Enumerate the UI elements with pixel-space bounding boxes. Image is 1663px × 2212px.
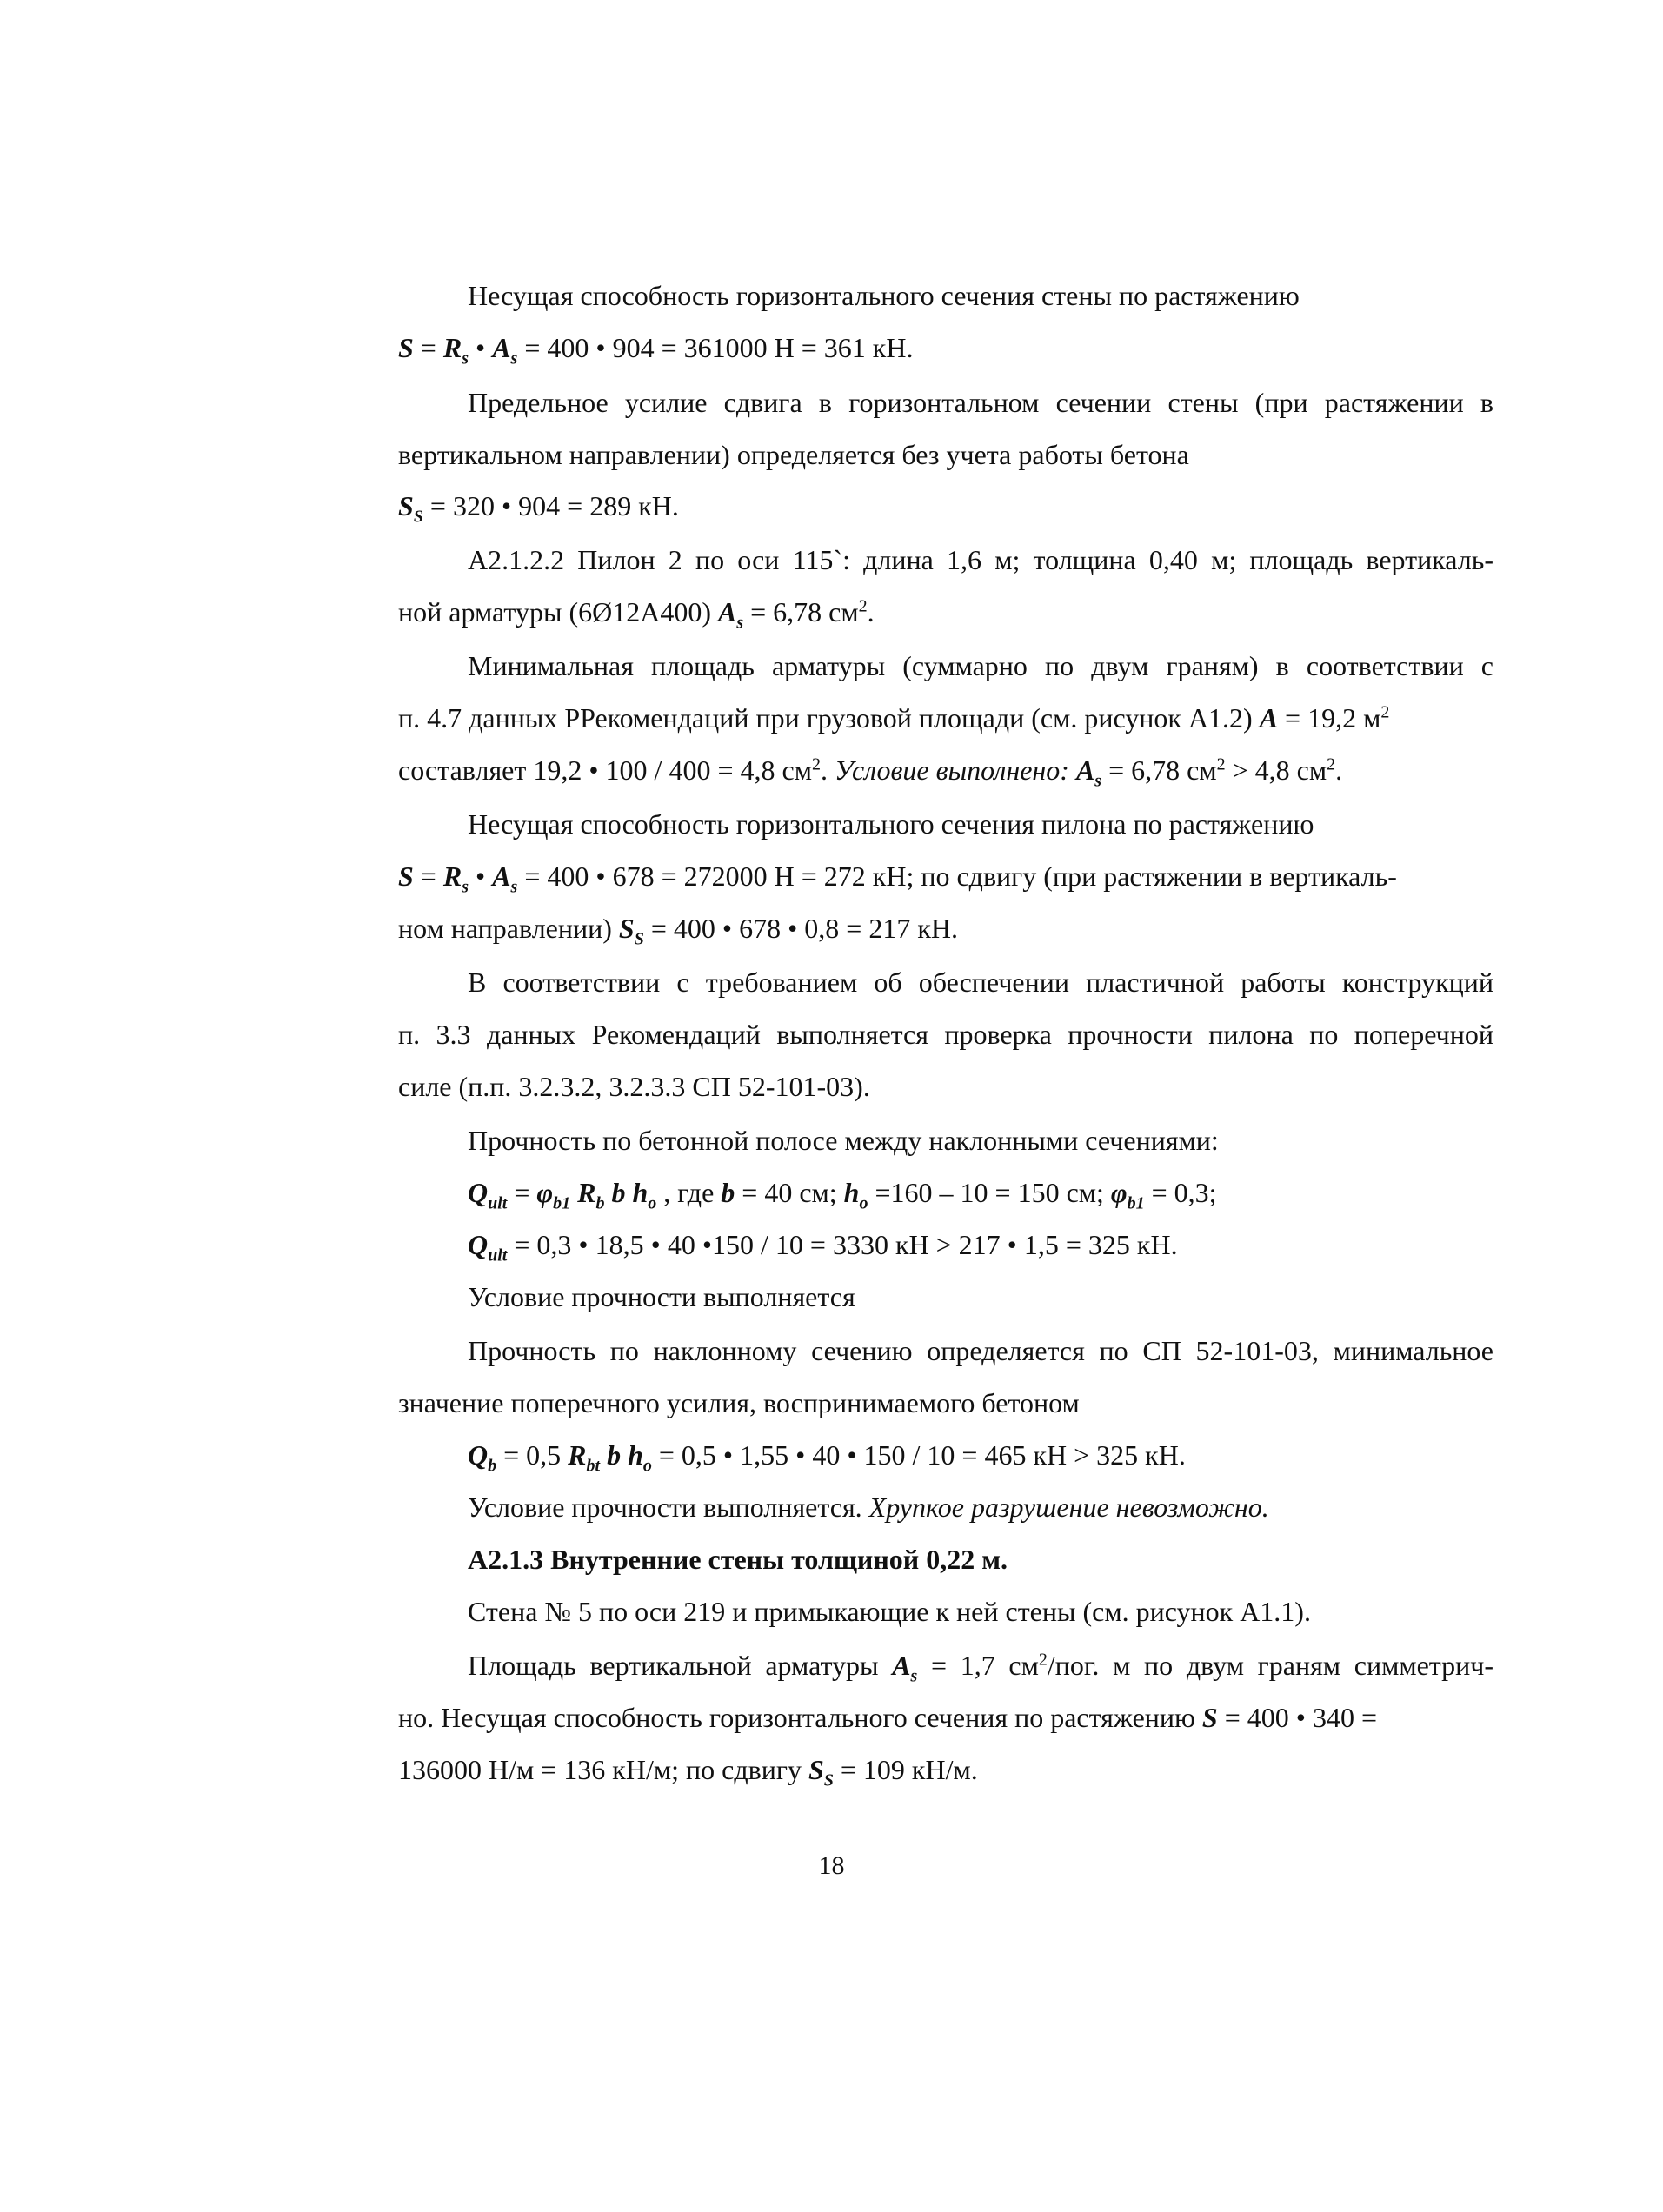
symbol: R [568, 1439, 587, 1471]
formula-line [468, 1438, 1563, 1476]
text: = 6,78 см [1101, 754, 1217, 786]
subscript: b1 [1127, 1193, 1145, 1213]
symbol: φ [1110, 1177, 1128, 1208]
text: =160 – 10 = 150 см; [868, 1177, 1111, 1208]
subscript: b1 [553, 1193, 571, 1213]
text-line: п. 3.3 данных Рекомендаций выполняется проверка прочности пилона по поперечной [398, 1019, 1493, 1050]
text-line: Предельное усилие сдвига в горизонтальном сечении стены (при растяжении в [468, 387, 1493, 418]
text: = 0,3; [1144, 1177, 1217, 1208]
symbol: A [492, 332, 511, 363]
text: = 400 • 904 = 361000 Н = 361 кН. [517, 332, 914, 363]
symbol: Q [468, 1439, 489, 1471]
text: = 0,3 • 18,5 • 40 •150 / 10 = 3330 кН > 217 • 1,5 = 325 кН. [507, 1229, 1178, 1260]
text: = 109 кН/м. [833, 1754, 978, 1785]
formula-line [398, 488, 1493, 527]
subscript: b [488, 1456, 497, 1476]
subscript: s [736, 613, 744, 633]
text: = 400 • 678 = 272000 Н = 272 кН; по сдвигу (при растяжении в вертикаль- [517, 860, 1397, 892]
text: ной арматуры (6Ø12А400) [398, 596, 718, 628]
text: = [413, 332, 443, 363]
symbol: S [618, 913, 635, 944]
subscript: s [462, 877, 469, 897]
text: , где [656, 1177, 722, 1208]
symbol: A [1259, 702, 1279, 734]
subscript: s [510, 877, 518, 897]
text-line: В соответствии с требованием об обеспечении пластичной работы конструкций [468, 967, 1493, 998]
text-line: вертикальном направлении) определяется без учета работы бетона [398, 439, 1189, 470]
text: но. Несущая способность горизонтального сечения по растяжению [398, 1702, 1202, 1733]
symbol: b h [600, 1439, 643, 1471]
text: = [507, 1177, 537, 1208]
subscript: S [634, 929, 644, 949]
text: 136000 Н/м = 136 кН/м; по сдвигу [398, 1754, 808, 1785]
formula-line [398, 701, 1493, 735]
text: . [1335, 754, 1343, 786]
text: /пог. м по двум граням симметрич- [1047, 1650, 1494, 1681]
subscript: S [413, 507, 423, 527]
text-line: Условие прочности выполняется [468, 1281, 855, 1312]
subscript: o [859, 1193, 868, 1213]
superscript: 2 [1327, 754, 1336, 774]
symbol: A [1075, 754, 1095, 786]
symbol: R [570, 1177, 596, 1208]
symbol: A [717, 596, 737, 628]
symbol: R [442, 332, 462, 363]
text-line: Несущая способность горизонтального сечения стены по растяжению [468, 280, 1300, 311]
symbol: Q [468, 1229, 489, 1260]
text: Условие выполнено: [834, 754, 1076, 786]
symbol: Q [468, 1177, 489, 1208]
text-line: Несущая способность горизонтального сечения пилона по растяжению [468, 808, 1314, 840]
symbol: φ [536, 1177, 554, 1208]
subscript: bt [586, 1456, 601, 1476]
symbol: S [398, 332, 414, 363]
subscript: s [1094, 771, 1102, 791]
text-line: силе (п.п. 3.2.3.2, 3.2.3.3 СП 52-101-03). [398, 1071, 870, 1102]
text: • [468, 860, 493, 892]
subscript: b [595, 1193, 605, 1213]
symbol: S [398, 490, 414, 521]
superscript: 2 [1380, 702, 1390, 722]
text: . [867, 596, 875, 628]
subscript: o [642, 1456, 652, 1476]
superscript: 2 [1216, 754, 1226, 774]
text: Хрупкое разрушение невозможно. [868, 1491, 1269, 1523]
page-number: 18 [818, 1851, 845, 1880]
text: = 400 • 678 • 0,8 = 217 кН. [643, 913, 958, 944]
formula-line [398, 911, 1493, 949]
text-line: Минимальная площадь арматуры (суммарно по двум граням) в соответствии с [468, 650, 1493, 681]
symbol: R [442, 860, 462, 892]
formula-line [398, 330, 1493, 369]
text: = 19,2 м [1278, 702, 1381, 734]
section-heading: А2.1.3 Внутренние стены толщиной 0,22 м. [468, 1544, 1008, 1575]
text: Условие прочности выполняется. [468, 1491, 869, 1523]
text: . [820, 754, 835, 786]
symbol: h [843, 1177, 860, 1208]
text: = 0,5 • 1,55 • 40 • 150 / 10 = 465 кН > 325 кН. [651, 1439, 1186, 1471]
formula-line [398, 1700, 1493, 1735]
text: = 0,5 [496, 1439, 569, 1471]
subscript: s [510, 349, 518, 369]
text: = 400 • 340 = [1217, 1702, 1378, 1733]
text: • [468, 332, 493, 363]
subscript: s [462, 349, 469, 369]
text: составляет 19,2 • 100 / 400 = 4,8 см [398, 754, 812, 786]
text-line: Прочность по бетонной полосе между наклонными сечениями: [468, 1125, 1219, 1156]
text: п. 4.7 данных РРекомендаций при грузовой площади (см. рисунок А1.2) [398, 702, 1260, 734]
subscript: s [910, 1666, 918, 1686]
text-line [468, 1490, 1563, 1524]
text: = [413, 860, 443, 892]
text: = 40 см; [735, 1177, 844, 1208]
superscript: 2 [1038, 1650, 1048, 1670]
formula-line [398, 1752, 1493, 1790]
text-line: значение поперечного усилия, воспринимаемого бетоном [398, 1387, 1080, 1418]
symbol: b [721, 1177, 735, 1208]
text: = 320 • 904 = 289 кН. [422, 490, 679, 521]
text: > 4,8 см [1225, 754, 1327, 786]
formula-line [468, 1227, 1563, 1265]
formula-line [398, 859, 1493, 897]
symbol: S [808, 1754, 824, 1785]
formula-line [398, 753, 1493, 791]
text-line: Прочность по наклонному сечению определяется по СП 52-101-03, минимальное [468, 1335, 1493, 1366]
symbol: b h [604, 1177, 649, 1208]
symbol: A [892, 1650, 911, 1681]
text-line: А2.1.2.2 Пилон 2 по оси 115`: длина 1,6 м; толщина 0,40 м; площадь вертикаль- [468, 544, 1493, 575]
superscript: 2 [858, 596, 868, 616]
subscript: o [648, 1193, 657, 1213]
text: ном направлении) [398, 913, 619, 944]
subscript: ult [488, 1193, 508, 1213]
symbol: S [398, 860, 414, 892]
subscript: S [823, 1770, 834, 1790]
formula-line [468, 1175, 1563, 1213]
symbol: A [492, 860, 511, 892]
formula-line [398, 595, 1493, 633]
formula-line [468, 1648, 1494, 1686]
text: = 1,7 см [917, 1650, 1039, 1681]
text: Площадь вертикальной арматуры [468, 1650, 893, 1681]
subscript: ult [488, 1245, 508, 1265]
superscript: 2 [811, 754, 821, 774]
text: = 6,78 см [743, 596, 859, 628]
symbol: S [1201, 1702, 1218, 1733]
text-line: Стена № 5 по оси 219 и примыкающие к ней стены (см. рисунок А1.1). [468, 1596, 1311, 1627]
